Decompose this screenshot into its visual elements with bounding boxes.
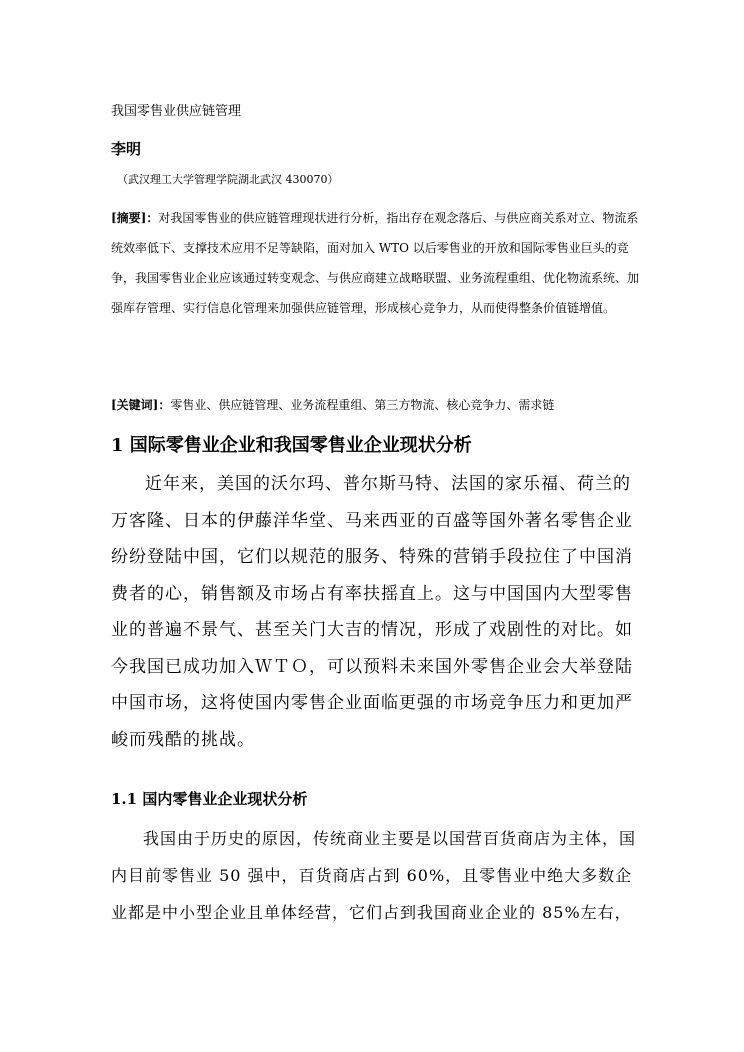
- document-title: 我国零售业供应链管理: [111, 104, 242, 119]
- abstract-heading: [摘要]：: [111, 211, 159, 225]
- author-name: 李明: [111, 140, 142, 158]
- abstract-text: 对我国零售业的供应链管理现状进行分析，指出存在观念落后、与供应商关系对立、物流系统效率低下、支撑技术应用不足等缺陷，面对加入 WTO 以后零售业的开放和国际零售业巨头的竞争，我国零售业企业应该通过转变观念、与供应商建立战略联盟、业务流程重组、优化物流系统、加强库存管理、实行信息化管理来加强供应链管理，形成核心竞争力，从而使得整条价值链增值。: [111, 211, 640, 315]
- keywords-text: 零售业、供应链管理、业务流程重组、第三方物流、核心竞争力、需求链: [170, 398, 555, 412]
- section-1-1-paragraph: 我国由于历史的原因，传统商业主要是以国营百货商店为主体，国内目前零售业 50 强中，百货商店占到 60%，且零售业中绝大多数企业都是中小型企业且单体经营，它们占到我国商业企业的 85%左右，: [111, 829, 637, 922]
- keywords-heading: [关键词]：: [111, 398, 171, 412]
- abstract: [111, 203, 641, 323]
- keywords: [111, 396, 641, 413]
- section-1-paragraph: 近年来，美国的沃尔玛、普尔斯马特、法国的家乐福、荷兰的万客隆、日本的伊藤洋华堂、马来西亚的百盛等国外著名零售企业纷纷登陆中国，它们以规范的服务、特殊的营销手段拉住了中国消费者的心，销售额及市场占有率扶摇直上。这与中国国内大型零售业的普遍不景气、甚至关门大吉的情况，形成了戏剧性的对比。如今我国已成功加入ＷＴＯ，可以预料未来国外零售企业会大举登陆中国市场，这将使国内零售企业面临更强的市场竞争压力和更加严峻而残酷的挑战。: [111, 474, 633, 750]
- section-1-heading: 1 国际零售业企业和我国零售业企业现状分析: [111, 435, 472, 456]
- section-1-1-heading: 1.1 国内零售业企业现状分析: [111, 790, 308, 808]
- author-affiliation: （武汉理工大学管理学院湖北武汉 430070）: [117, 173, 339, 186]
